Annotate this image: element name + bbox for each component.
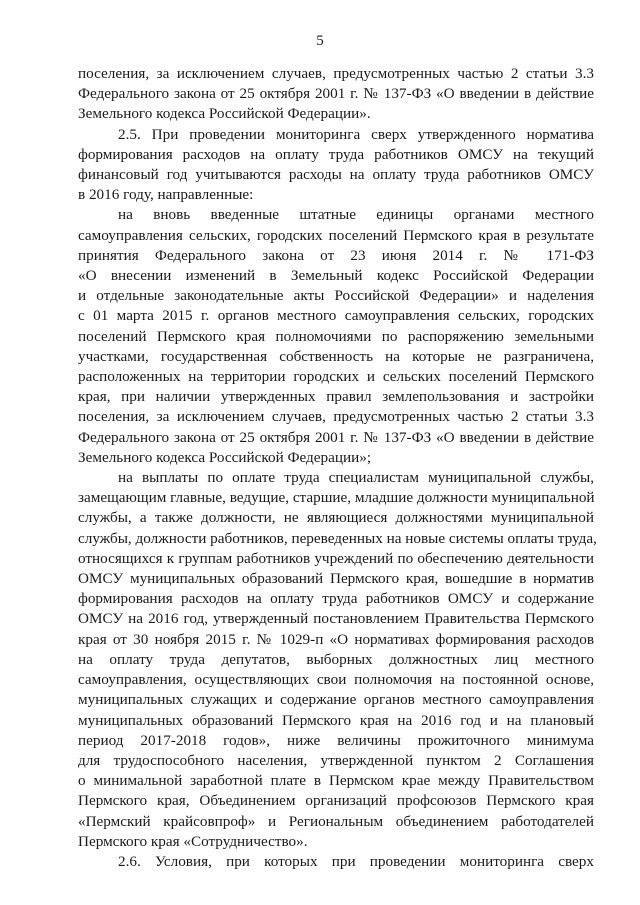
text-line: на вновь введенные штатные единицы органами местного xyxy=(118,206,594,224)
text-line: Земельного кодекса Российской Федерации»; xyxy=(78,448,372,466)
text-line: финансовый год учитываются расходы на оплату труда работников ОМСУ xyxy=(78,166,594,184)
paragraph xyxy=(78,64,594,125)
text-line: поселений Пермского края полномочиями по распоряжению земельными xyxy=(78,327,594,345)
text-line: замещающим главные, ведущие, старшие, младшие должности муниципальной xyxy=(78,489,595,507)
paragraph xyxy=(78,852,594,872)
text-line: ОМСУ муниципальных образований Пермского края, вошедшие в норматив xyxy=(78,570,594,588)
text-line: на выплаты по оплате труда специалистам муниципальной службы, xyxy=(118,469,594,487)
text-line: края от 30 ноября 2015 г. № 1029-п «О нормативах формирования расходов xyxy=(78,630,594,648)
text-line: 2.5. При проведении мониторинга сверх утвержденного норматива xyxy=(118,125,594,143)
text-line: на оплату труда депутатов, выборных должностных лиц местного xyxy=(78,650,594,668)
text-line: службы, а также должности, не являющиеся должностями муниципальной xyxy=(78,509,594,527)
text-line: в 2016 году, направленные: xyxy=(78,186,254,204)
text-line: Федерального закона от 25 октября 2001 г. № 137-ФЗ «О введении в действие xyxy=(78,428,594,446)
text-line: участками, государственная собственность на которые не разграничена, xyxy=(78,347,594,365)
paragraph xyxy=(78,125,594,206)
text-line: «Пермский крайсовпроф» и Региональным объединением работодателей xyxy=(78,812,594,830)
text-line: формирования расходов на оплату труда работников ОМСУ и содержание xyxy=(78,590,594,608)
text-line: службы, должности работников, переведенных на новые системы оплаты труда, xyxy=(78,529,597,547)
text-line: для трудоспособного населения, утвержденной пунктом 2 Соглашения xyxy=(78,751,594,769)
text-line: формирования расходов на оплату труда работников ОМСУ на текущий xyxy=(78,145,594,163)
page-number: 5 xyxy=(316,33,324,49)
text-line: Пермского края «Сотрудничество». xyxy=(78,832,308,850)
document-body xyxy=(78,64,597,872)
text-line: ОМСУ на 2016 год, утвержденный постановлением Правительства Пермского xyxy=(78,610,594,628)
text-line: Федерального закона от 25 октября 2001 г. № 137-ФЗ «О введении в действие xyxy=(78,85,594,103)
text-line: 2.6. Условия, при которых при проведении мониторинга сверх xyxy=(118,852,594,870)
text-line: о минимальной заработной плате в Пермском крае между Правительством xyxy=(78,772,594,790)
paragraph xyxy=(78,205,594,468)
text-line: Земельного кодекса Российской Федерации». xyxy=(78,105,371,123)
text-line: поселения, за исключением случаев, предусмотренных частью 2 статьи 3.3 xyxy=(78,65,594,82)
text-line: муниципальных образований Пермского края на 2016 год и на плановый xyxy=(78,711,594,729)
text-line: период 2017-2018 годов», ниже величины прожиточного минимума xyxy=(78,731,594,749)
text-line: Пермского края, Объединением организаций профсоюзов Пермского края xyxy=(78,792,594,810)
text-line: принятия Федерального закона от 23 июня 2014 г. № 171-ФЗ xyxy=(78,246,594,264)
text-line: с 01 марта 2015 г. органов местного самоуправления сельских, городских xyxy=(78,307,594,325)
text-line: и отдельные законодательные акты Российской Федерации» и наделения xyxy=(78,287,594,305)
text-line: муниципальных служащих и содержание органов местного самоуправления xyxy=(78,691,594,709)
text-line: расположенных на территории городских и сельских поселений Пермского xyxy=(78,368,594,386)
text-line: поселения, за исключением случаев, предусмотренных частью 2 статьи 3.3 xyxy=(78,408,594,426)
paragraph xyxy=(78,468,597,852)
text-line: края, при наличии утвержденных правил землепользования и застройки xyxy=(78,388,594,406)
text-line: «О внесении изменений в Земельный кодекс Российской Федерации xyxy=(78,267,594,285)
text-line: относящихся к группам работников учреждений по обеспечению деятельности xyxy=(78,549,594,567)
text-line: самоуправления, осуществляющих свои полномочия на постоянной основе, xyxy=(78,671,594,689)
text-line: самоуправления сельских, городских поселений Пермского края в результате xyxy=(78,226,594,244)
